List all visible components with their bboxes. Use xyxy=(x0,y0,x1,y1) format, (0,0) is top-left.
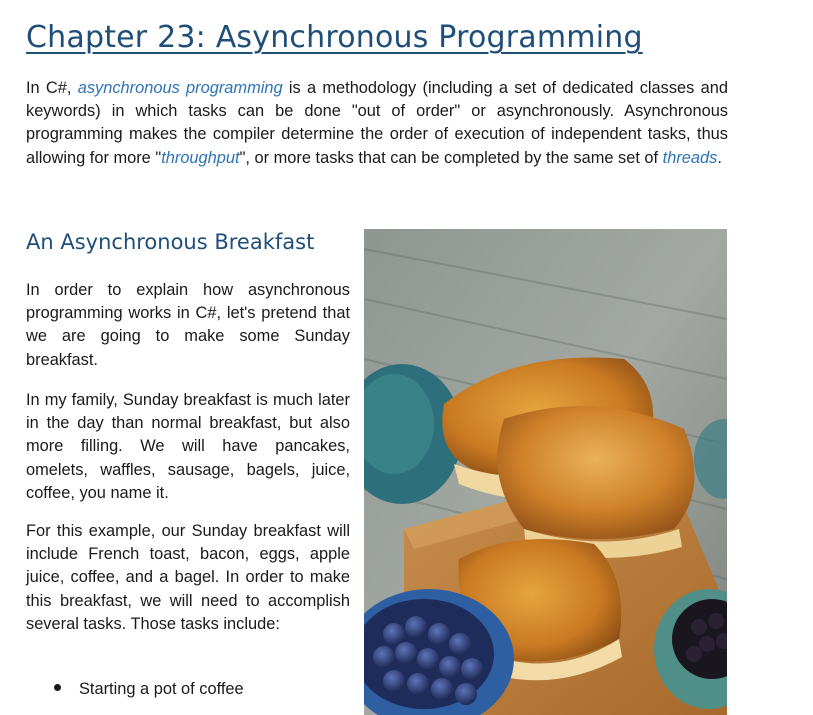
threads-link[interactable]: threads xyxy=(662,148,718,167)
section-heading: An Asynchronous Breakfast xyxy=(26,230,315,254)
french-toast-photo xyxy=(364,229,727,715)
french-toast-illustration xyxy=(364,229,727,715)
bullet-item xyxy=(54,678,244,701)
chapter-title: Chapter 23: Asynchronous Programming xyxy=(26,20,643,55)
paragraph-explain: In order to explain how asynchronous programming works in C#, let's pretend that we are going to make some Sunday breakfast. xyxy=(26,281,350,369)
bullet-dot-icon xyxy=(54,684,61,691)
intro-paragraph xyxy=(26,77,728,170)
intro-text-3: ", or more tasks that can be completed by the same set of xyxy=(239,148,663,167)
paragraph-family: In my family, Sunday breakfast is much later in the day than normal breakfast, but also more filling. We will have pancakes, omelets, waffles, sausage, bagels, juice, coffee, you name it. xyxy=(26,391,350,502)
intro-text-1: In C#, xyxy=(26,79,78,97)
asynchronous-programming-link[interactable]: asynchronous programming xyxy=(77,79,283,97)
bullet-item-text: Starting a pot of coffee xyxy=(79,680,244,698)
intro-text-4: . xyxy=(717,148,722,167)
throughput-link[interactable]: throughput xyxy=(161,148,240,167)
intro-text-2: is a methodology (including a set of dedicated classes and keywords) in which tasks can be done "out of order" or asynchronously. Asynchronous programming makes the compiler determine the order of execution of independent tasks, thus allowing for more " xyxy=(26,79,728,167)
paragraph-example: For this example, our Sunday breakfast will include French toast, bacon, eggs, apple juice, coffee, and a bagel. In order to make this breakfast, we will need to accomplish several tasks. Those tasks include: xyxy=(26,522,350,633)
